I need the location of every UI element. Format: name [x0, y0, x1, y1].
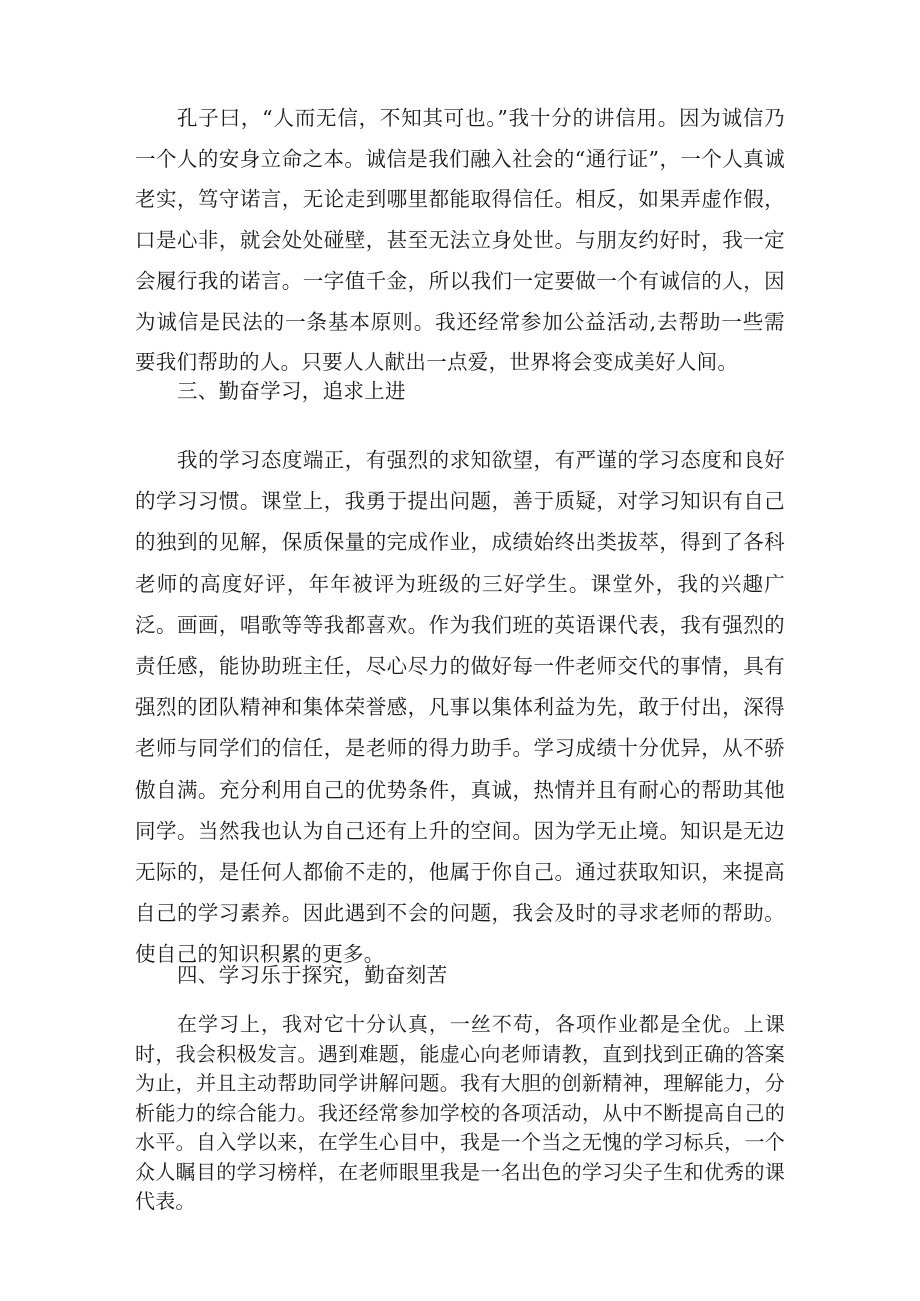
paragraph-study-attitude: 我的学习态度端正，有强烈的求知欲望，有严谨的学习态度和良好的学习习惯。课堂上，我勇于提出问题，善于质疑，对学习知识有自己的独到的见解，保质保量的完成作业，成绩始终出类拔萃，得到了各科老师的高度好评，年年被评为班级的三好学生。课堂外，我的兴趣广泛。画画，唱歌等等我都喜欢。作为我们班的英语课代表，我有强烈的责任感，能协助班主任，尽心尽力的做好每一件老师交代的事情，具有强烈的团队精神和集体荣誉感，凡事以集体利益为先，敢于付出，深得老师与同学们的信任，是老师的得力助手。学习成绩十分优异，从不骄傲自满。充分利用自己的优势条件，真诚，热情并且有耐心的帮助其他同学。当然我也认为自己还有上升的空间。因为学无止境。知识是无边无际的，是任何人都偷不走的，他属于你自己。通过获取知识，来提高自己的学习素养。因此遇到不会的问题，我会及时的寻求老师的帮助。使自己的知识积累的更多。: [135, 448, 785, 967]
paragraph-study-diligence: 在学习上，我对它十分认真，一丝不苟，各项作业都是全优。上课时，我会积极发言。遇到难题，能虚心向老师请教，直到找到正确的答案为止，并且主动帮助同学讲解问题。我有大胆的创新精神，理解能力，分析能力的综合能力。我还经常参加学校的各项活动，从中不断提高自己的水平。自入学以来，在学生心目中，我是一个当之无愧的学习标兵，一个众人瞩目的学习榜样，在老师眼里我是一名出色的学习尖子生和优秀的课代表。: [135, 1012, 785, 1213]
section-heading-study-hard: 三、勤奋学习，追求上进: [177, 379, 406, 403]
section-heading-explore-learning: 四、学习乐于探究，勤奋刻苦: [177, 963, 448, 987]
paragraph-integrity: 孔子曰，“人而无信，不知其可也。”我十分的讲信用。因为诚信乃一个人的安身立命之本。诚信是我们融入社会的“通行证”，一个人真诚老实，笃守诺言，无论走到哪里都能取得信任。相反，如果弄虚作假，口是心非，就会处处碰壁，甚至无法立身处世。与朋友约好时，我一定会履行我的诺言。一字值千金，所以我们一定要做一个有诚信的人，因为诚信是民法的一条基本原则。我还经常参加公益活动,去帮助一些需要我们帮助的人。只要人人献出一点爱，世界将会变成美好人间。: [135, 106, 785, 375]
